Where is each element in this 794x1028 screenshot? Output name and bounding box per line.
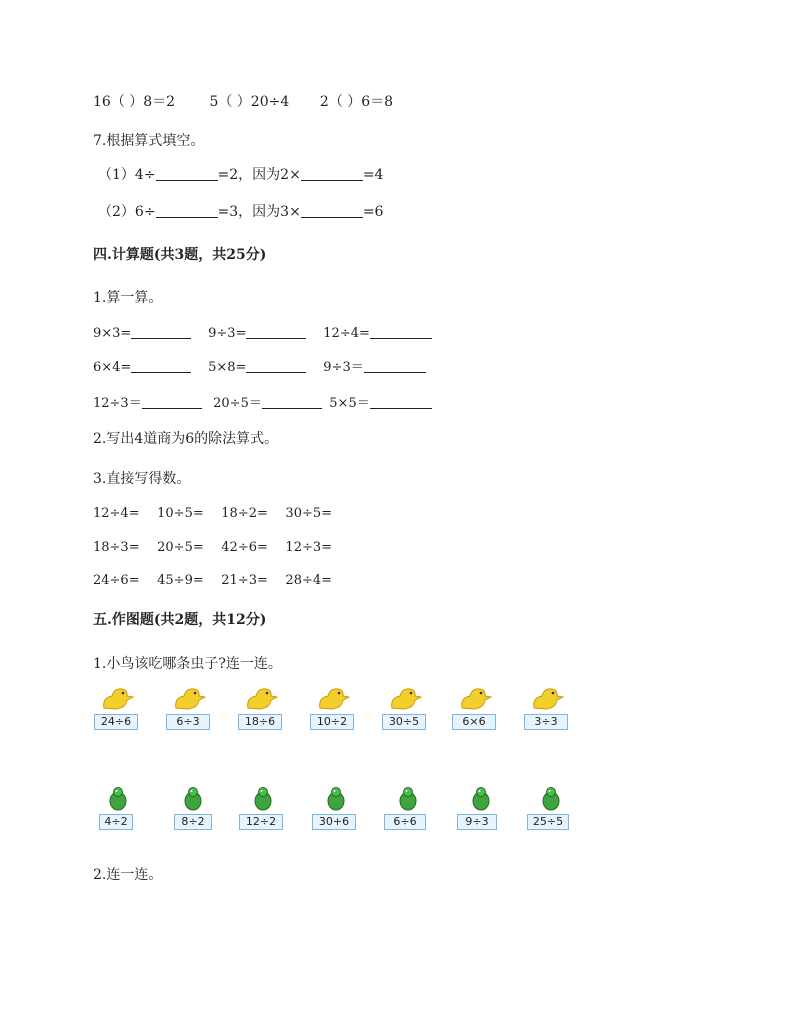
bug-label: 4÷2 bbox=[99, 814, 133, 830]
calc-item bbox=[323, 358, 425, 378]
q7-line-2 bbox=[98, 202, 383, 222]
bug-label: 6÷6 bbox=[384, 814, 426, 830]
bird-label: 10÷2 bbox=[310, 714, 354, 730]
bug-label: 12÷2 bbox=[239, 814, 283, 830]
bird-label: 18÷6 bbox=[238, 714, 282, 730]
direct-item: 42÷6= bbox=[221, 540, 268, 555]
answer-blank[interactable] bbox=[370, 394, 432, 409]
calc-item bbox=[93, 394, 209, 414]
section-4-heading: 四.计算题(共3题，共25分) bbox=[93, 247, 267, 263]
answer-blank[interactable] bbox=[142, 394, 202, 409]
bug-cards bbox=[94, 786, 574, 830]
answer-blank[interactable] bbox=[301, 166, 363, 181]
answer-blank[interactable] bbox=[131, 358, 191, 373]
direct-item: 21÷3= bbox=[221, 573, 268, 588]
bug-card[interactable] bbox=[239, 786, 283, 830]
bird-icon bbox=[458, 686, 492, 714]
section-5-heading: 五.作图题(共2题，共12分) bbox=[93, 612, 267, 628]
direct-item: 18÷3= bbox=[93, 540, 140, 555]
bug-label: 9÷3 bbox=[457, 814, 497, 830]
calc-row bbox=[93, 324, 432, 344]
bug-card[interactable] bbox=[384, 786, 428, 830]
q7-title: 7.根据算式填空。 bbox=[93, 133, 205, 149]
bird-card[interactable] bbox=[166, 686, 210, 730]
bug-icon bbox=[245, 786, 275, 814]
calc-expr: 12÷3＝ bbox=[93, 396, 142, 411]
calc-item bbox=[329, 394, 431, 414]
bug-icon bbox=[318, 786, 348, 814]
direct-item: 12÷4= bbox=[93, 506, 140, 521]
answer-blank[interactable] bbox=[364, 358, 426, 373]
bird-icon bbox=[316, 686, 350, 714]
bird-icon bbox=[530, 686, 564, 714]
s4-q3-title: 3.直接写得数。 bbox=[93, 471, 191, 487]
direct-row bbox=[93, 538, 332, 558]
bug-card[interactable] bbox=[527, 786, 571, 830]
bird-card[interactable] bbox=[382, 686, 426, 730]
q7-2-a: （2）6÷ bbox=[98, 204, 156, 220]
bird-label: 6÷3 bbox=[166, 714, 210, 730]
calc-expr: 5×8= bbox=[208, 360, 247, 375]
calc-item bbox=[208, 358, 319, 378]
bird-icon bbox=[244, 686, 278, 714]
calc-item bbox=[323, 324, 432, 344]
direct-item: 28÷4= bbox=[285, 573, 333, 588]
direct-item: 30÷5= bbox=[285, 506, 333, 521]
q7-1-c: =4 bbox=[362, 167, 384, 183]
bug-card[interactable] bbox=[99, 786, 143, 830]
direct-item: 18÷2= bbox=[221, 506, 268, 521]
q7-2-b: =3，因为3× bbox=[217, 204, 301, 220]
calc-expr: 20÷5＝ bbox=[213, 396, 262, 411]
bug-card[interactable] bbox=[312, 786, 356, 830]
bug-label: 30+6 bbox=[312, 814, 356, 830]
calc-expr: 9÷3＝ bbox=[323, 360, 364, 375]
bird-icon bbox=[100, 686, 134, 714]
calc-expr: 9×3= bbox=[93, 326, 132, 341]
q7-1-a: （1）4÷ bbox=[98, 167, 156, 183]
q6-item: 16（ ）8＝2 bbox=[93, 94, 176, 110]
q6-tail-row bbox=[93, 92, 393, 112]
bird-card[interactable] bbox=[452, 686, 496, 730]
calc-row bbox=[93, 358, 426, 378]
bird-cards bbox=[94, 686, 574, 730]
direct-item: 12÷3= bbox=[285, 540, 333, 555]
bug-card[interactable] bbox=[174, 786, 218, 830]
calc-expr: 5×5＝ bbox=[329, 396, 370, 411]
bug-icon bbox=[390, 786, 420, 814]
q7-line-1 bbox=[98, 165, 383, 185]
direct-item: 10÷5= bbox=[157, 506, 204, 521]
bird-card[interactable] bbox=[310, 686, 354, 730]
bug-icon bbox=[105, 786, 135, 814]
s4-q2-title: 2.写出4道商为6的除法算式。 bbox=[93, 431, 279, 447]
bird-label: 3÷3 bbox=[524, 714, 568, 730]
calc-item bbox=[93, 358, 204, 378]
bug-icon bbox=[463, 786, 493, 814]
direct-item: 20÷5= bbox=[157, 540, 204, 555]
calc-expr: 9÷3= bbox=[208, 326, 247, 341]
bird-card[interactable] bbox=[524, 686, 568, 730]
direct-item: 45÷9= bbox=[157, 573, 204, 588]
s4-q1-title: 1.算一算。 bbox=[93, 290, 163, 306]
s5-q2-title: 2.连一连。 bbox=[93, 867, 163, 883]
calc-item bbox=[93, 324, 204, 344]
answer-blank[interactable] bbox=[370, 324, 432, 339]
bird-icon bbox=[388, 686, 422, 714]
bug-icon bbox=[533, 786, 563, 814]
direct-row bbox=[93, 504, 332, 524]
answer-blank[interactable] bbox=[262, 394, 322, 409]
q6-item: 5（ ）20÷4 bbox=[209, 94, 290, 110]
answer-blank[interactable] bbox=[246, 358, 306, 373]
bug-label: 8÷2 bbox=[174, 814, 212, 830]
bird-icon bbox=[172, 686, 206, 714]
direct-item: 24÷6= bbox=[93, 573, 140, 588]
q6-item: 2（ ）6＝8 bbox=[319, 94, 394, 110]
bug-card[interactable] bbox=[457, 786, 501, 830]
answer-blank[interactable] bbox=[156, 203, 218, 218]
bird-card[interactable] bbox=[94, 686, 138, 730]
calc-row bbox=[93, 394, 432, 414]
bug-icon bbox=[180, 786, 210, 814]
q7-1-b: =2，因为2× bbox=[217, 167, 301, 183]
q7-2-c: =6 bbox=[362, 204, 384, 220]
answer-blank[interactable] bbox=[156, 166, 218, 181]
direct-row bbox=[93, 571, 332, 591]
calc-item bbox=[208, 324, 319, 344]
bird-label: 6×6 bbox=[452, 714, 496, 730]
answer-blank[interactable] bbox=[301, 203, 363, 218]
bird-label: 24÷6 bbox=[94, 714, 138, 730]
bird-label: 30÷5 bbox=[382, 714, 426, 730]
calc-item bbox=[213, 394, 325, 414]
calc-expr: 12÷4= bbox=[323, 326, 370, 341]
s5-q1-title: 1.小鸟该吃哪条虫子?连一连。 bbox=[93, 656, 282, 672]
answer-blank[interactable] bbox=[246, 324, 306, 339]
bird-card[interactable] bbox=[238, 686, 282, 730]
bug-label: 25÷5 bbox=[527, 814, 569, 830]
calc-expr: 6×4= bbox=[93, 360, 132, 375]
answer-blank[interactable] bbox=[131, 324, 191, 339]
